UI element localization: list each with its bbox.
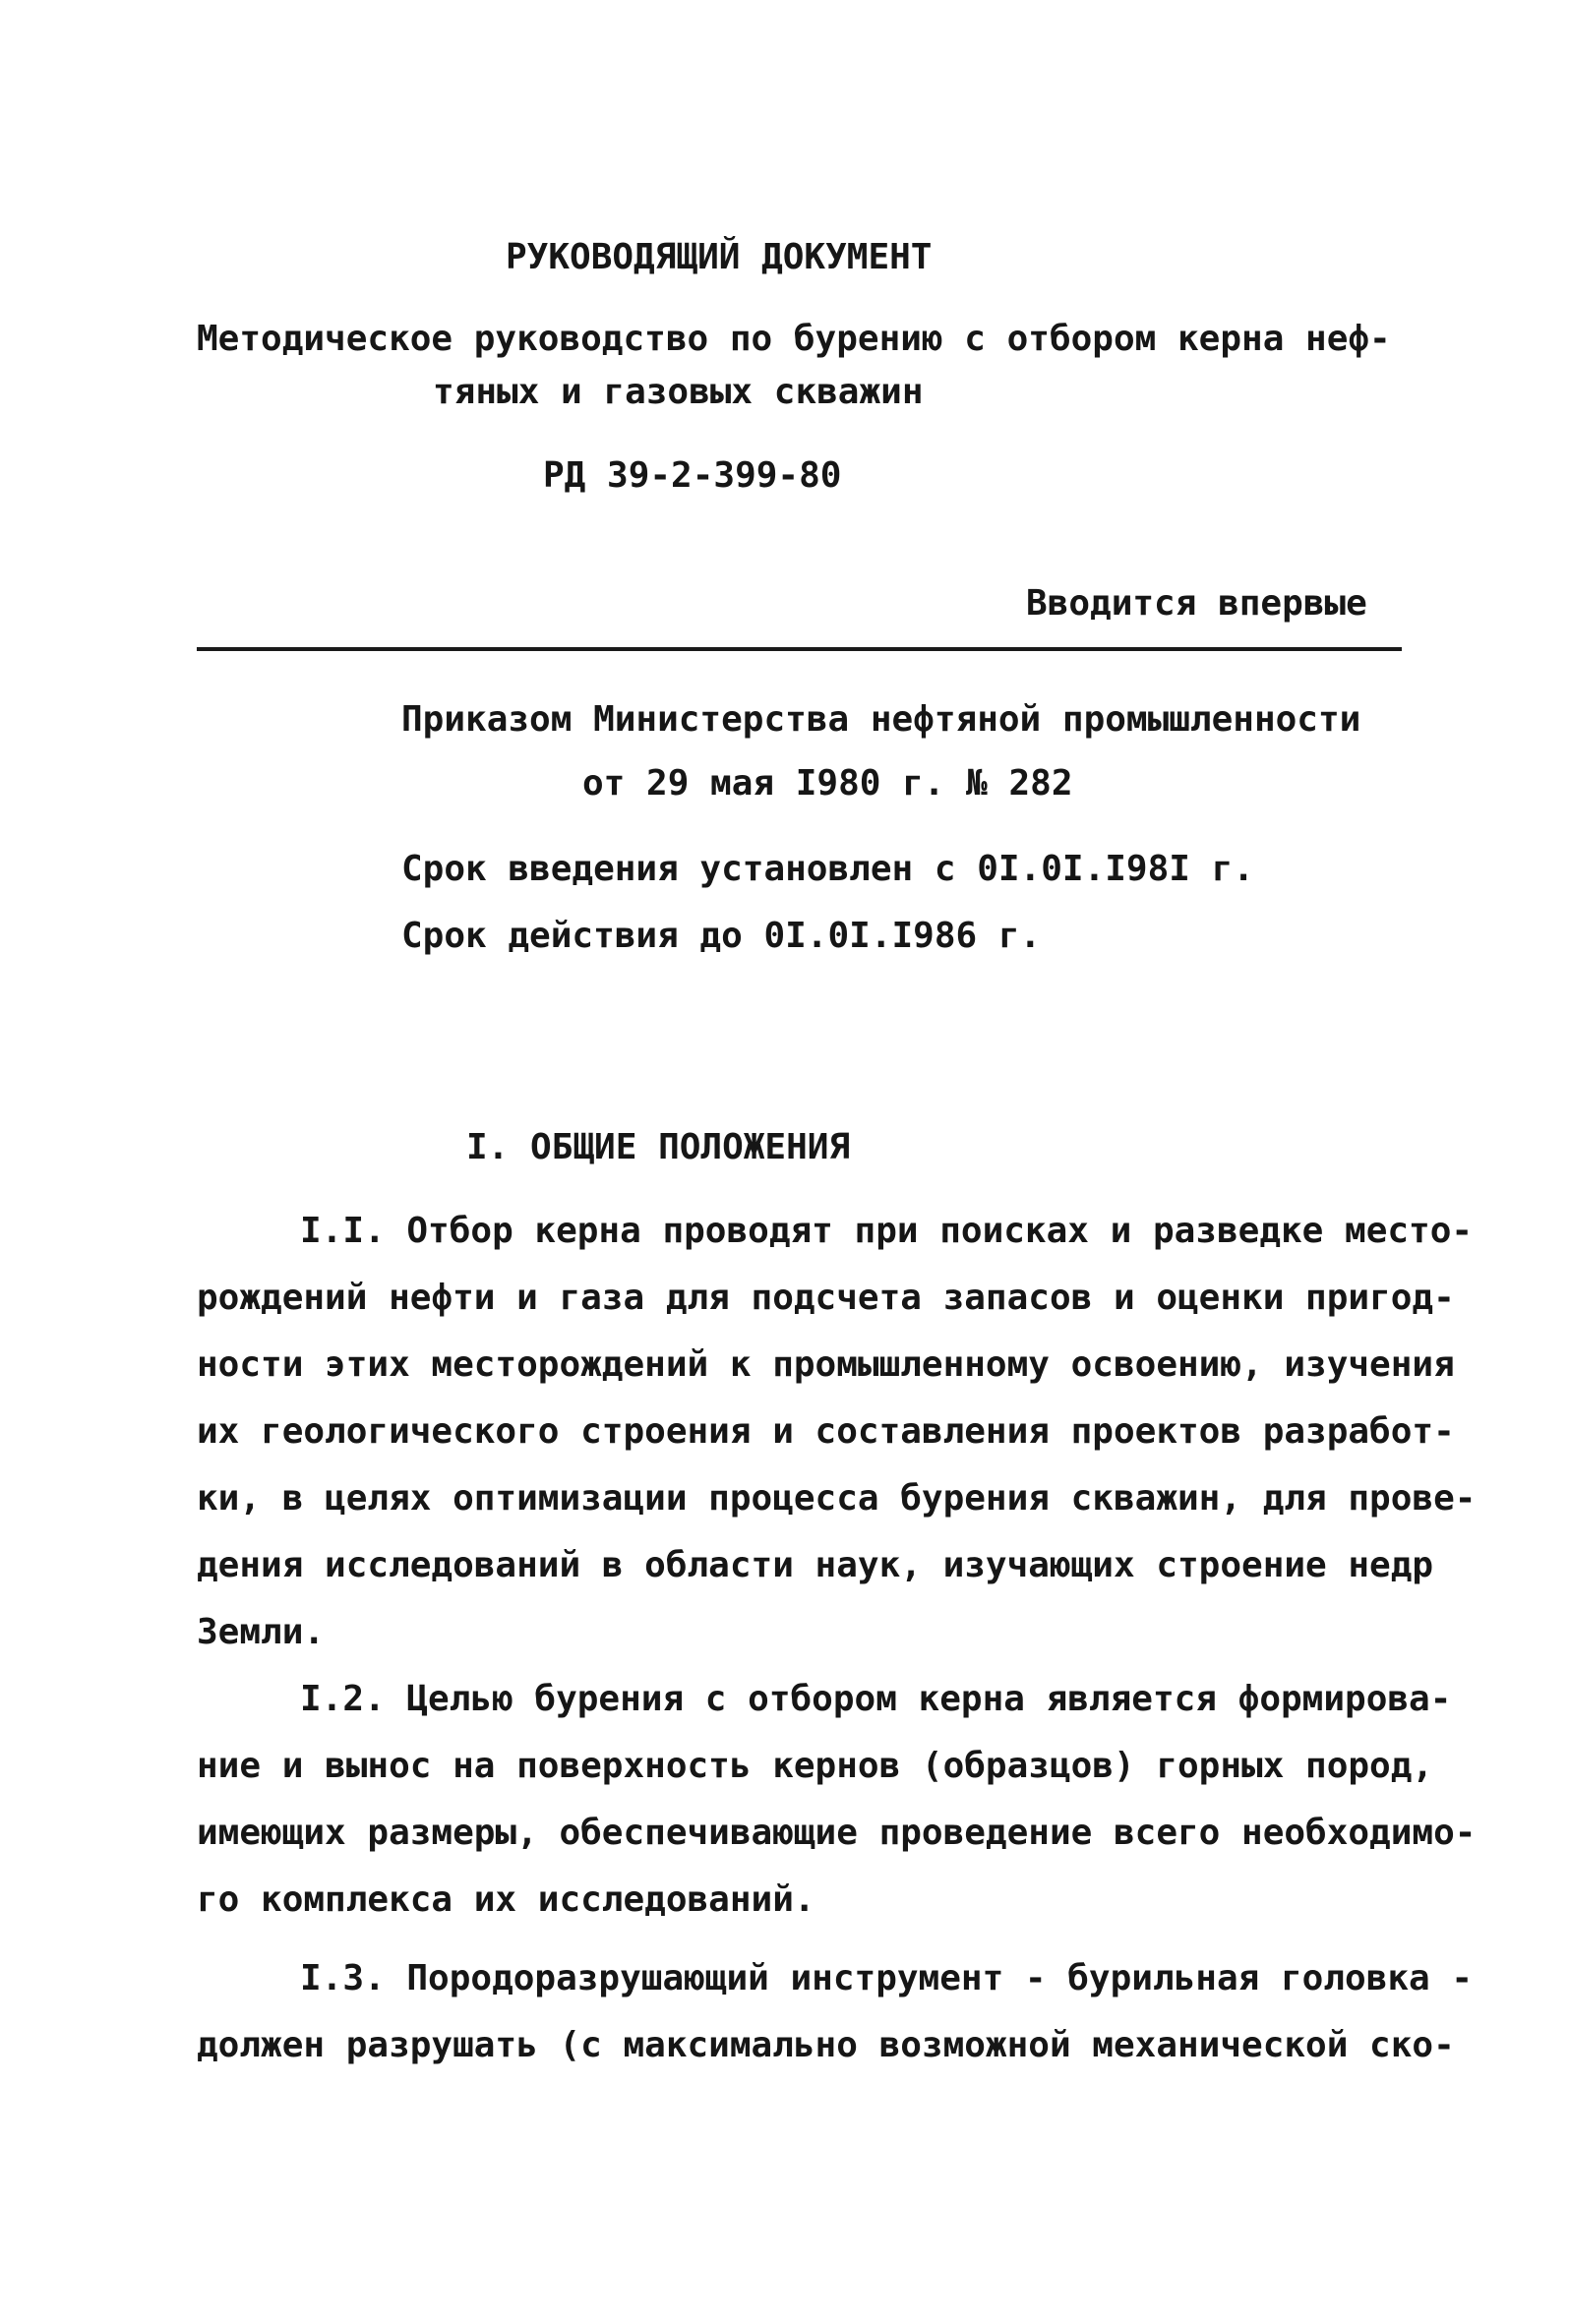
paragraph-line: го комплекса их исследований. — [197, 1879, 815, 1920]
approval-order-line-2: от 29 мая I980 г. № 282 — [582, 763, 1073, 804]
section-heading: I. ОБЩИЕ ПОЛОЖЕНИЯ — [466, 1127, 851, 1167]
introduced-note: Вводится впервые — [1026, 583, 1367, 624]
effective-from: Срок введения установлен с 0I.0I.I98I г. — [401, 849, 1254, 889]
approval-order-line-1: Приказом Министерства нефтяной промышленности — [401, 699, 1361, 740]
doc-title-line-2: тяных и газовых скважин — [433, 372, 924, 412]
doc-number: РД 39-2-399-80 — [543, 455, 842, 496]
horizontal-divider — [197, 647, 1402, 651]
paragraph-line: ки, в целях оптимизации процесса бурения скважин, для прове- — [197, 1478, 1477, 1519]
paragraph-line: рождений нефти и газа для подсчета запасов и оценки пригод- — [197, 1278, 1455, 1318]
paragraph-line: ности этих месторождений к промышленному освоению, изучения — [197, 1344, 1455, 1385]
valid-until: Срок действия до 0I.0I.I986 г. — [401, 916, 1042, 956]
paragraph-line: должен разрушать (с максимально возможной механической ско- — [197, 2025, 1455, 2065]
doc-type-heading: РУКОВОДЯЩИЙ ДОКУМЕНТ — [506, 237, 933, 277]
paragraph-line: имеющих размеры, обеспечивающие проведение всего необходимо- — [197, 1813, 1477, 1853]
paragraph-line: Земли. — [197, 1612, 326, 1652]
paragraph-line: I.I. Отбор керна проводят при поисках и разведке место- — [300, 1211, 1474, 1251]
paragraph-line: I.2. Целью бурения с отбором керна является формирова- — [300, 1679, 1452, 1719]
paragraph-line: дения исследований в области наук, изучающих строение недр — [197, 1545, 1434, 1585]
doc-title-line-1: Методическое руководство по бурению с отбором керна неф- — [197, 319, 1391, 359]
paragraph-line: их геологического строения и составления проектов разработ- — [197, 1411, 1455, 1452]
paragraph-line: ние и вынос на поверхность кернов (образцов) горных пород, — [197, 1746, 1434, 1786]
paragraph-line: I.3. Породоразрушающий инструмент - бурильная головка - — [300, 1958, 1474, 1998]
